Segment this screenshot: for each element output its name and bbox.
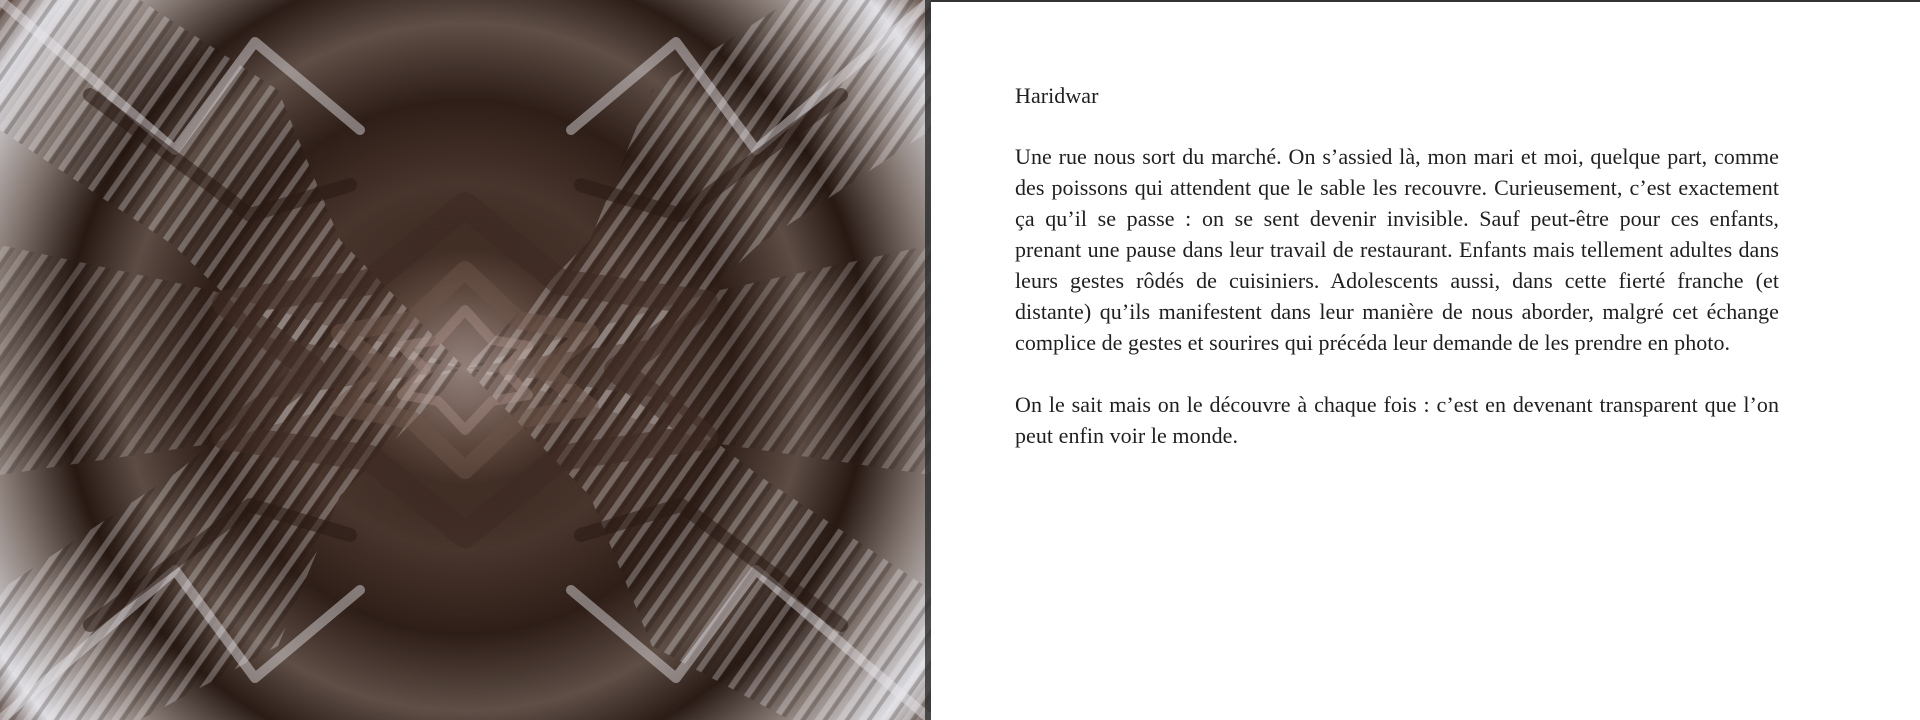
photo-page [0, 0, 931, 720]
kaleidoscope-image [0, 0, 931, 720]
text-page [931, 0, 1920, 720]
article-title: Haridwar [1015, 83, 1099, 108]
paragraph-2: On le sait mais on le découvre à chaque fois : c’est en devenant transparent que l’on peut enfin voir le monde. [1015, 392, 1779, 448]
article [1015, 80, 1779, 451]
paragraph-1: Une rue nous sort du marché. On s’assied là, mon mari et moi, quelque part, comme des poissons qui attendent que le sable les recouvre. Curieusement, c’est exactement ça qu’il se passe : on se sent devenir invisible. Sauf peut-être pour ces enfants, prenant une pause dans leur travail de restaurant. Enfants mais tellement adultes dans leurs gestes rôdés de cuisiniers. Adolescents aussi, dans cette fierté franche (et distante) qu’ils manifestent dans leur manière de nous aborder, malgré cet échange complice de gestes et sourires qui précéda leur demande de les prendre en photo. [1015, 144, 1779, 355]
